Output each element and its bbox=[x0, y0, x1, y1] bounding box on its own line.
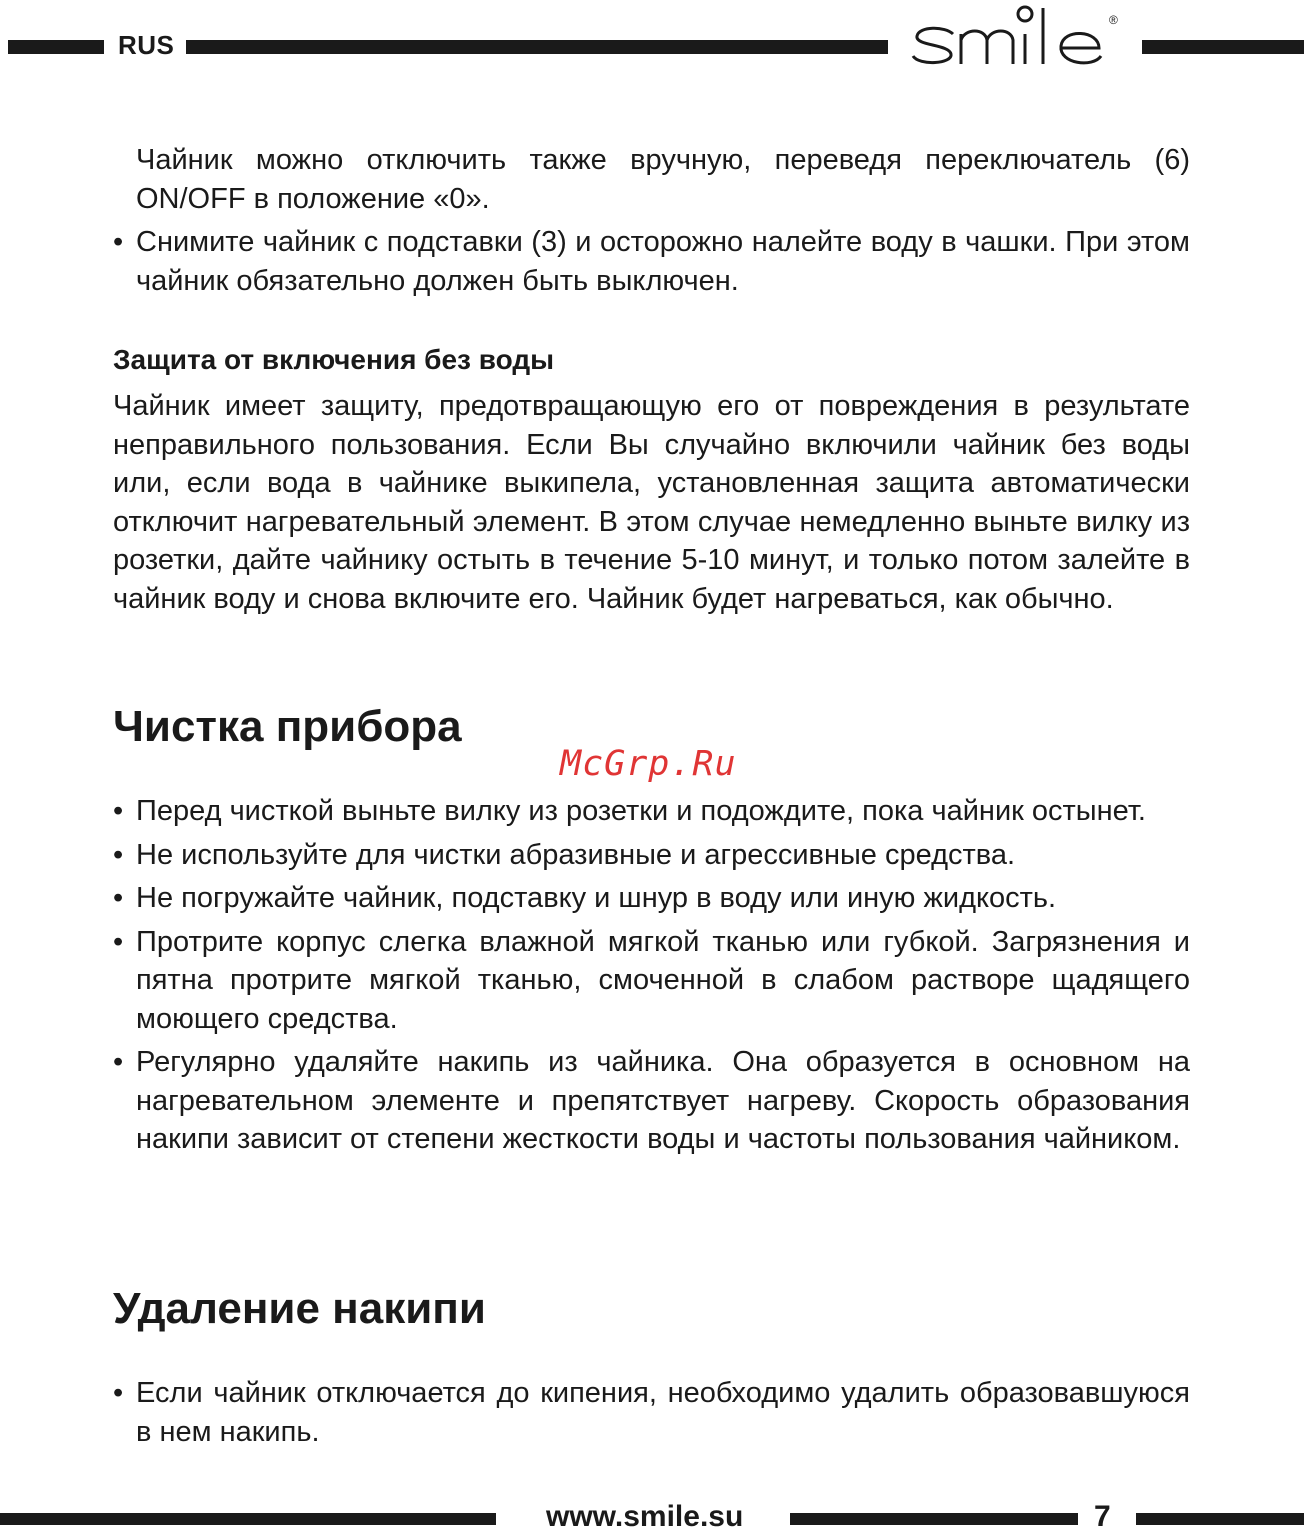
bullet-icon: • bbox=[113, 1046, 124, 1078]
intro-list bbox=[113, 223, 1190, 300]
footer-website: www.smile.su bbox=[546, 1500, 744, 1533]
list-item bbox=[113, 1043, 1190, 1159]
header-bar-right bbox=[1142, 40, 1304, 54]
protection-body bbox=[113, 387, 1190, 618]
list-item-text: Снимите чайник с подставки (3) и осторожно налейте воду в чашки. При этом чайник обязательно должен быть выключен. bbox=[136, 226, 1190, 297]
cleaning-section bbox=[113, 792, 1190, 1159]
cleaning-title: Чистка прибора bbox=[113, 702, 462, 751]
list-item bbox=[113, 792, 1190, 831]
list-item-text: Не погружайте чайник, подставку и шнур в воду или иную жидкость. bbox=[136, 882, 1057, 914]
list-item-text: Протрите корпус слегка влажной мягкой тканью или губкой. Загрязнения и пятна протрите мягкой тканью, смоченной в слабом растворе щадящего моющего средства. bbox=[136, 925, 1190, 1035]
bullet-icon: • bbox=[113, 882, 124, 914]
list-item bbox=[113, 879, 1190, 918]
list-item-text: Перед чисткой выньте вилку из розетки и подождите, пока чайник остынет. bbox=[136, 795, 1146, 827]
bullet-icon: • bbox=[113, 838, 124, 871]
list-item bbox=[113, 1374, 1190, 1451]
list-item-text: Не используйте для чистки абразивные и агрессивные средства. bbox=[136, 838, 1016, 871]
watermark: McGrp.Ru bbox=[560, 744, 737, 784]
language-label: RUS bbox=[118, 30, 175, 60]
footer-bar-left bbox=[0, 1513, 496, 1525]
bullet-icon: • bbox=[113, 795, 124, 827]
list-item bbox=[113, 923, 1190, 1039]
descaling-heading-wrap bbox=[113, 1284, 1190, 1334]
intro-section bbox=[113, 141, 1190, 300]
registered-mark: ® bbox=[1109, 13, 1118, 27]
list-item bbox=[113, 836, 1190, 875]
descaling-list bbox=[113, 1374, 1190, 1451]
bullet-icon: • bbox=[113, 226, 124, 258]
list-item-text: Если чайник отключается до кипения, необходимо удалить образовавшуюся в нем накипь. bbox=[136, 1377, 1190, 1448]
bullet-icon: • bbox=[113, 925, 124, 958]
protection-section bbox=[113, 344, 1190, 376]
list-item bbox=[113, 223, 1190, 300]
header-bar-left bbox=[8, 40, 104, 54]
protection-title: Защита от включения без воды bbox=[113, 344, 555, 375]
descaling-title: Удаление накипи bbox=[113, 1284, 486, 1333]
header-bar-middle bbox=[186, 40, 888, 54]
footer-bar-middle bbox=[790, 1513, 1078, 1525]
smile-logo bbox=[905, 0, 1140, 70]
cleaning-list bbox=[113, 792, 1190, 1159]
page-number: 7 bbox=[1094, 1500, 1111, 1533]
protection-text: Чайник имеет защиту, предотвращающую его от повреждения в результате неправильного пользования. Если Вы случайно включили чайник без воды или, если вода в чайнике выкипела, установленная защита автоматически отключит нагревательный элемент. В этом случае немедленно выньте вилку из розетки, дайте чайнику остыть в течение 5-10 минут, и только потом залейте в чайник воду и снова включите его. Чайник будет нагреваться, как обычно. bbox=[113, 390, 1190, 615]
list-item-text: Регулярно удаляйте накипь из чайника. Она образуется в основном на нагревательном элементе и препятствует нагреву. Скорость образования накипи зависит от степени жесткости воды и частоты пользования чайником. bbox=[136, 1046, 1190, 1155]
bullet-icon: • bbox=[113, 1377, 124, 1409]
intro-continuation: Чайник можно отключить также вручную, переведя переключатель (6) ON/OFF в положение «0». bbox=[136, 144, 1190, 215]
descaling-section bbox=[113, 1374, 1190, 1451]
footer-bar-right bbox=[1136, 1513, 1304, 1525]
